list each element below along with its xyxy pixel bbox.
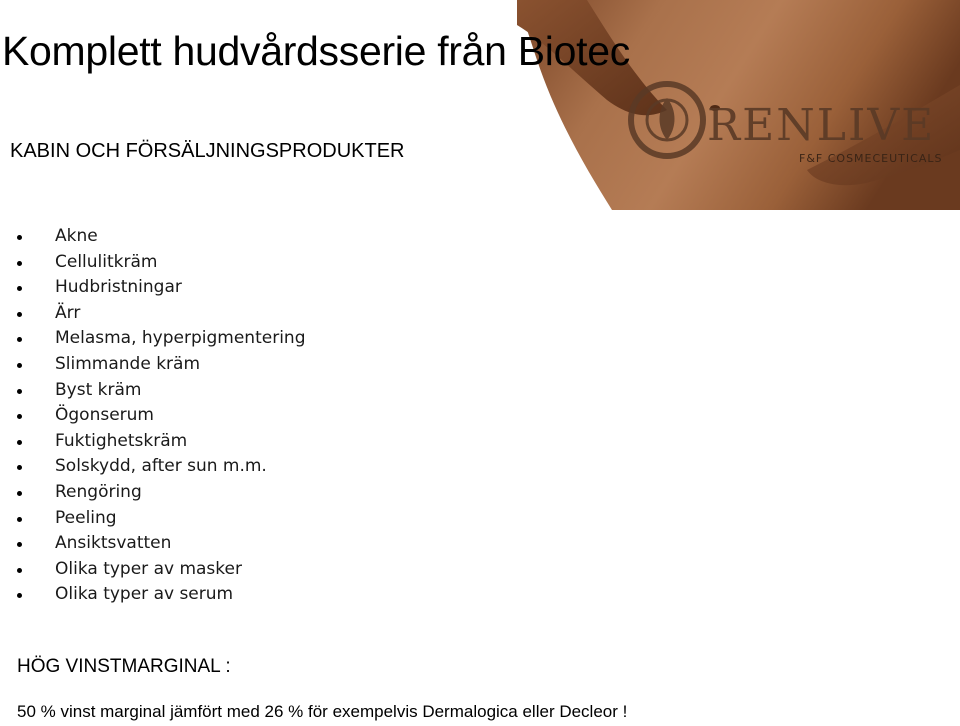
bullet-icon [17, 337, 22, 342]
product-label: Ögonserum [55, 405, 154, 426]
list-item [0, 480, 305, 506]
bullet-icon [17, 363, 22, 368]
bullet-icon [17, 389, 22, 394]
list-item [0, 403, 305, 429]
brand-logo-wordmark: RENLIVE [707, 100, 936, 151]
product-label: Fuktighetskräm [55, 430, 188, 451]
list-item [0, 275, 305, 301]
product-label: Byst kräm [55, 379, 142, 400]
list-item [0, 352, 305, 378]
product-label: Hudbristningar [55, 277, 182, 298]
bullet-icon [17, 261, 22, 266]
product-label: Rengöring [55, 481, 142, 502]
list-item [0, 506, 305, 532]
bullet-icon [17, 542, 22, 547]
list-item [0, 454, 305, 480]
bullet-icon [17, 465, 22, 470]
product-label: Solskydd, after sun m.m. [55, 456, 267, 477]
margin-heading: HÖG VINSTMARGINAL : [17, 656, 231, 677]
list-item [0, 224, 305, 250]
product-label: Olika typer av masker [55, 558, 242, 579]
list-item [0, 582, 305, 608]
bullet-icon [17, 593, 22, 598]
list-item [0, 250, 305, 276]
product-label: Cellulitkräm [55, 251, 158, 272]
bullet-icon [17, 440, 22, 445]
bullet-icon [17, 414, 22, 419]
bullet-icon [17, 235, 22, 240]
product-label: Slimmande kräm [55, 353, 201, 374]
product-label: Peeling [55, 507, 117, 528]
product-list [0, 224, 305, 608]
bullet-icon [17, 312, 22, 317]
margin-comparison-note: 50 % vinst marginal jämfört med 26 % för exempelvis Dermalogica eller Decleor ! [17, 702, 628, 721]
bullet-icon [17, 568, 22, 573]
section-heading-products: KABIN OCH FÖRSÄLJNINGSPRODUKTER [10, 140, 405, 162]
brand-logo-tagline: F&F COSMECEUTICALS [799, 152, 943, 165]
product-label: Olika typer av serum [55, 584, 234, 605]
list-item [0, 557, 305, 583]
bullet-icon [17, 491, 22, 496]
product-label: Ärr [55, 302, 81, 323]
list-item [0, 301, 305, 327]
bullet-icon [17, 517, 22, 522]
product-label: Melasma, hyperpigmentering [55, 328, 306, 349]
list-item [0, 531, 305, 557]
product-label: Ansiktsvatten [55, 533, 172, 554]
product-label: Akne [55, 226, 98, 246]
list-item [0, 326, 305, 352]
list-item [0, 429, 305, 455]
bullet-icon [17, 286, 22, 291]
list-item [0, 378, 305, 404]
page-title: Komplett hudvårdsserie från Biotec [2, 28, 630, 74]
